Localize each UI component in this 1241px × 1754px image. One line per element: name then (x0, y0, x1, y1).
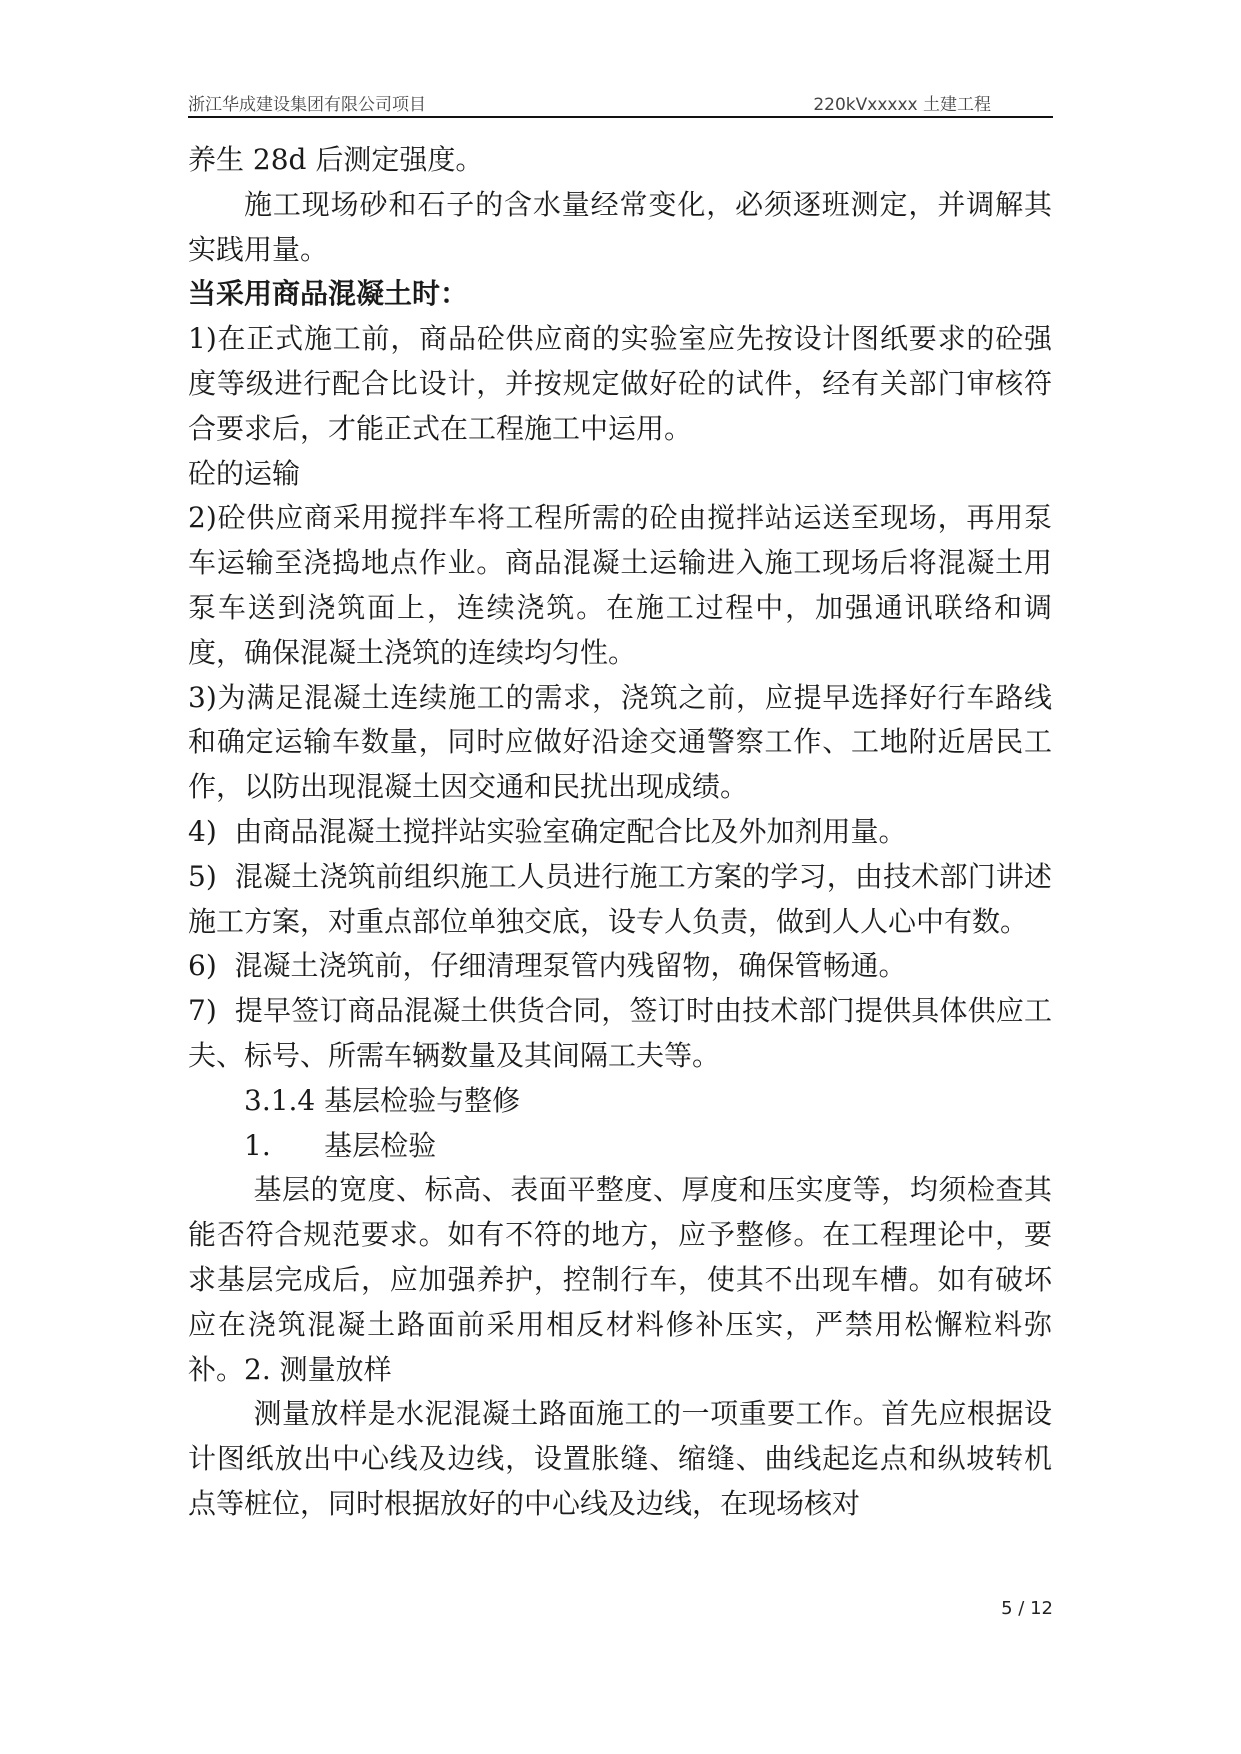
list-item: 5) 混凝土浇筑前组织施工人员进行施工方案的学习，由技术部门讲述施工方案，对重点部位单独交底，设专人负责，做到人人心中有数。 (188, 859, 1052, 938)
list-item: 6) 混凝土浇筑前，仔细清理泵管内残留物，确保管畅通。 (188, 949, 907, 983)
list-item: 7) 提早签订商品混凝土供货合同，签订时由技术部门提供具体供应工夫、标号、所需车辆数量及其间隔工夫等。 (188, 994, 1052, 1072)
paragraph: 施工现场砂和石子的含水量经常变化，必须逐班测定，并调解其实践用量。 (188, 187, 1052, 266)
subsection-heading: 1. 基层检验 (244, 1128, 437, 1162)
paragraph: 基层的宽度、标高、表面平整度、厚度和压实度等，均须检查其能否符合规范要求。如有不符的地方，应予整修。在工程理论中，要求基层完成后，应加强养护，控制行车，使其不出现车槽。如有破坏应在浇筑混凝土路面前采用相反材料修补压实，严禁用松懈粒料弥补。2. 测量放样 (188, 1173, 1052, 1386)
section-heading: 3.1.4 基层检验与整修 (244, 1083, 521, 1117)
list-item: 1)在正式施工前，商品砼供应商的实验室应先按设计图纸要求的砼强度等级进行配合比设计，并按规定做好砼的试件，经有关部门审核符合要求后，才能正式在工程施工中运用。 (188, 322, 1052, 445)
page-header (188, 88, 1053, 118)
list-item: 2)砼供应商采用搅拌车将工程所需的砼由搅拌站运送至现场，再用泵车运输至浇捣地点作业。商品混凝土运输进入施工现场后将混凝土用泵车送到浇筑面上，连续浇筑。在施工过程中，加强通讯联络和调度，确保混凝土浇筑的连续均匀性。 (188, 501, 1052, 669)
paragraph: 养生 28d 后测定强度。 (188, 143, 484, 176)
paragraph: 测量放样是水泥混凝土路面施工的一项重要工作。首先应根据设计图纸放出中心线及边线，设置胀缝、缩缝、曲线起迄点和纵坡转机点等桩位，同时根据放好的中心线及边线，在现场核对 (188, 1397, 1052, 1520)
document-body (188, 138, 1052, 1527)
page-number: 5 / 12 (1001, 1598, 1053, 1619)
header-company: 浙江华成建设集团有限公司项目 (188, 95, 426, 115)
header-project: 220kVxxxxx 土建工程 (813, 95, 991, 115)
list-item: 3)为满足混凝土连续施工的需求，浇筑之前，应提早选择好行车路线和确定运输车数量，同时应做好沿途交通警察工作、工地附近居民工作，以防出现混凝土因交通和民扰出现成绩。 (188, 680, 1052, 804)
list-item: 4) 由商品混凝土搅拌站实验室确定配合比及外加剂用量。 (188, 814, 907, 848)
section-heading: 当采用商品混凝土时： (188, 277, 469, 311)
paragraph: 砼的运输 (188, 456, 301, 490)
